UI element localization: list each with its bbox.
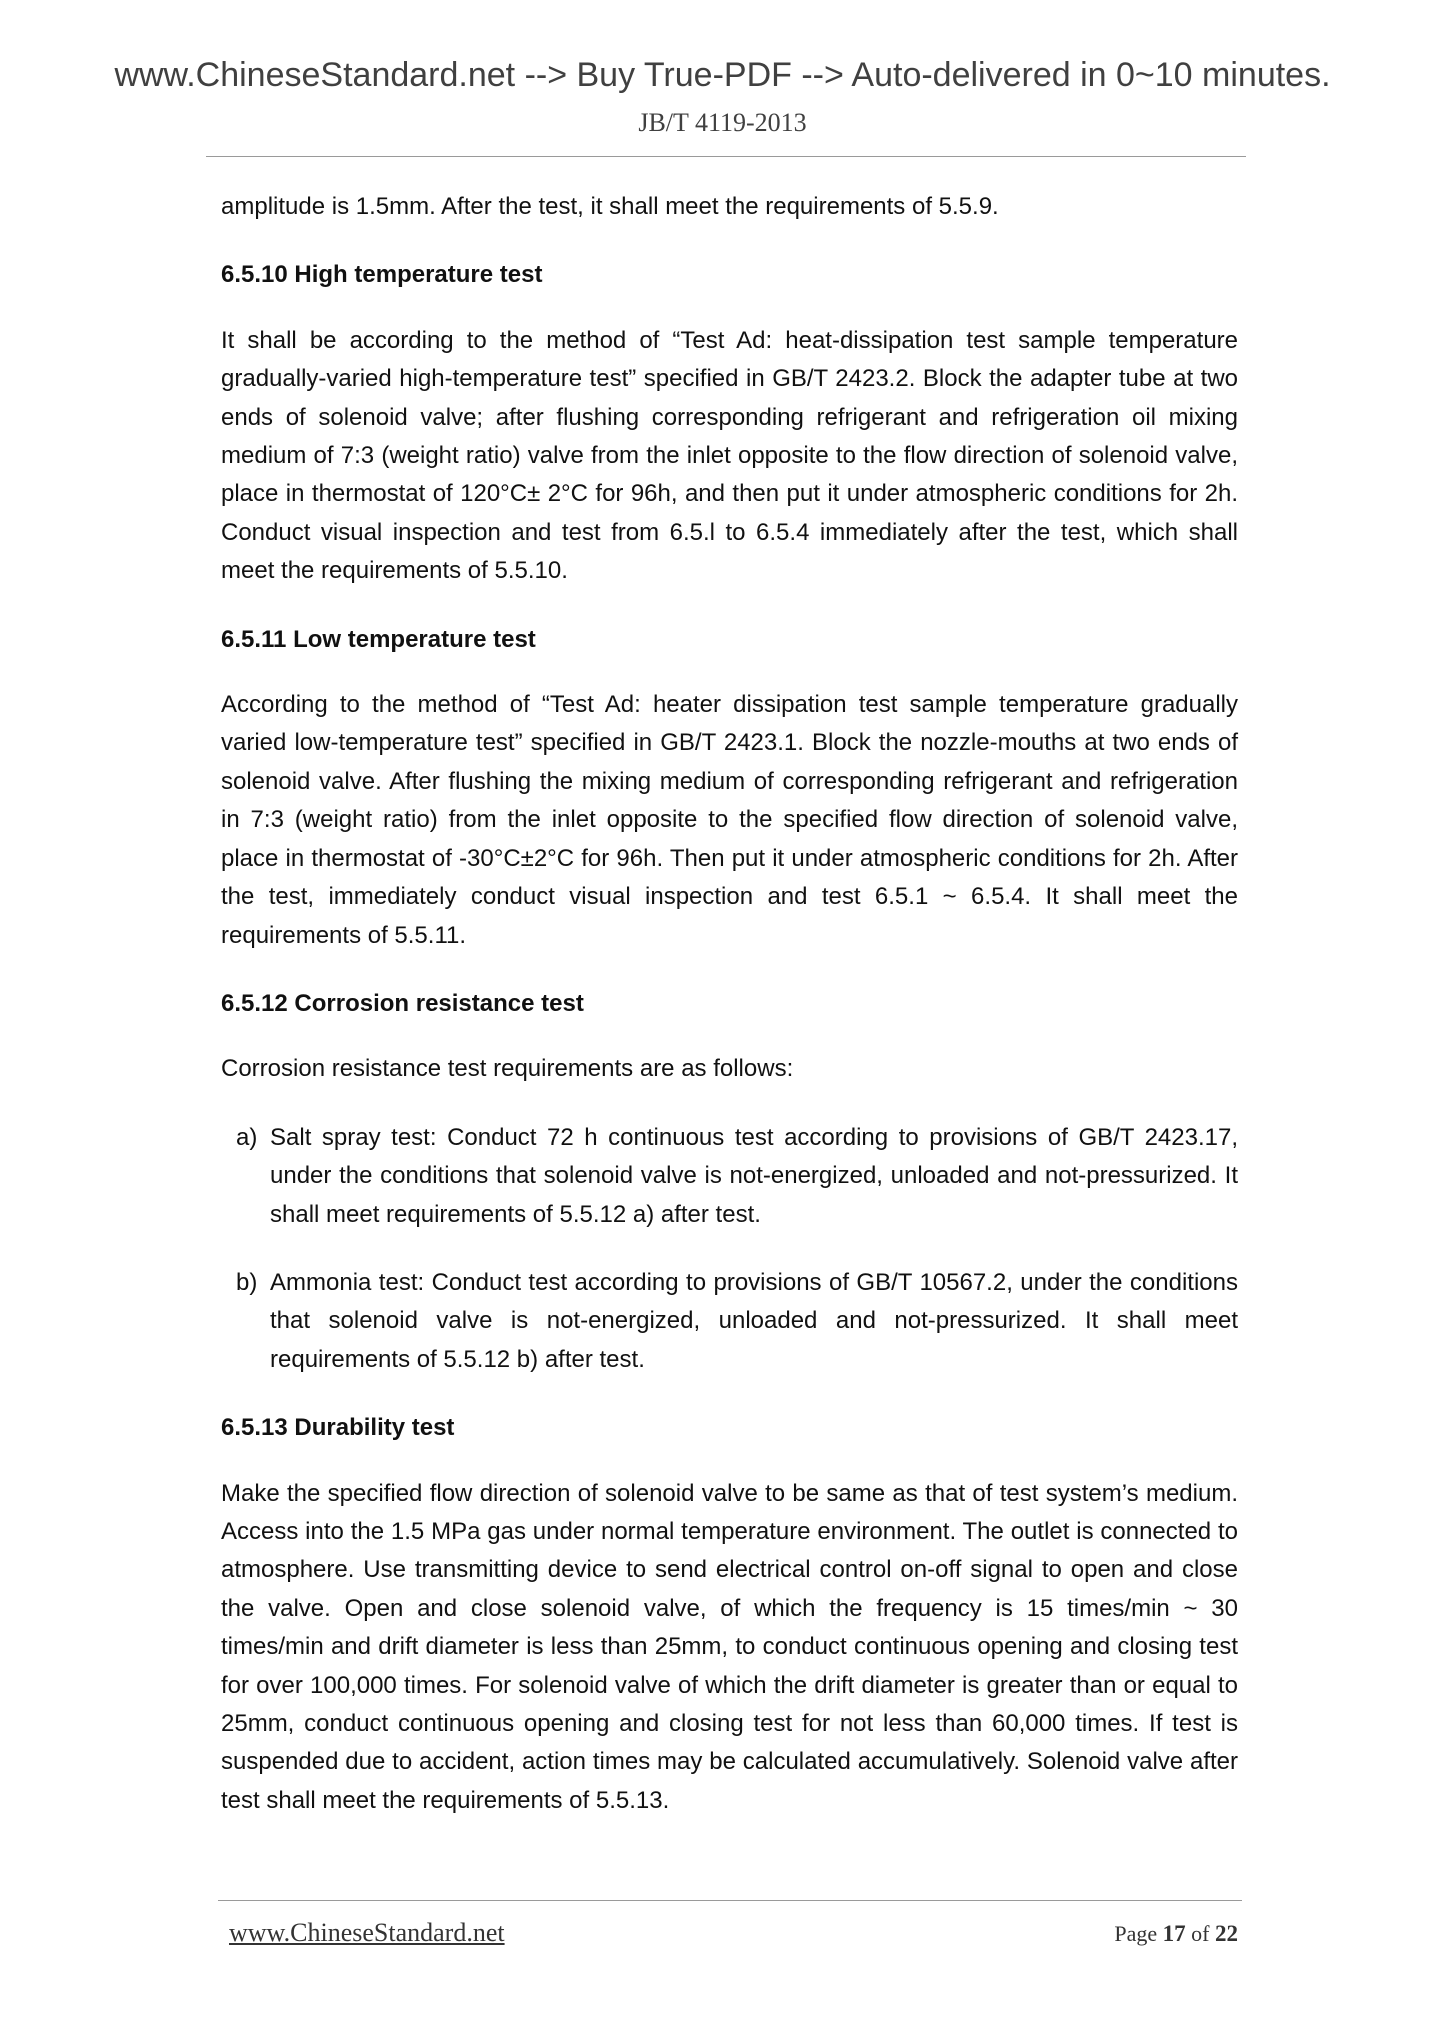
page-body: [221, 188, 1238, 1850]
page-word: Page: [1114, 1921, 1158, 1946]
section-heading-6-5-12: 6.5.12 Corrosion resistance test: [221, 989, 584, 1017]
list-item-ammonia: [236, 1264, 1238, 1379]
section-paragraph-6-5-10: It shall be according to the method of “Test Ad: heat-dissipation test sample temperature gradually-varied high-temperature test” specified in GB/T 2423.2. Block the adapter tube at two ends of solenoid valve; after flushing corresponding refrigerant and refrigeration oil mixing medium of 7:3 (weight ratio) valve from the inlet opposite to the flow direction of solenoid valve, place in thermostat of 120°C± 2°C for 96h, and then put it under atmospheric conditions for 2h. Conduct visual inspection and test from 6.5.l to 6.5.4 immediately after the test, which shall meet the requirements of 5.5.10.: [221, 326, 1238, 585]
site-banner: www.ChineseStandard.net --> Buy True-PDF --> Auto-delivered in 0~10 minutes.: [114, 56, 1331, 94]
current-page-number: 17: [1162, 1921, 1186, 1946]
page-indicator: [1114, 1921, 1238, 1947]
list-item-salt-spray: [236, 1119, 1238, 1234]
section-heading-6-5-13: 6.5.13 Durability test: [221, 1414, 455, 1442]
total-pages-number: 22: [1215, 1921, 1238, 1946]
list-item-text: Ammonia test: Conduct test according to provisions of GB/T 10567.2, under the conditions that solenoid valve is not-energized, unloaded and not-pressurized. It shall meet requirements of 5.5.12 b) after test.: [270, 1268, 1238, 1373]
continuation-paragraph: amplitude is 1.5mm. After the test, it shall meet the requirements of 5.5.9.: [221, 193, 999, 220]
footer-divider: [218, 1900, 1242, 1901]
section-heading-6-5-10: 6.5.10 High temperature test: [221, 261, 543, 289]
section-paragraph-6-5-11: According to the method of “Test Ad: heater dissipation test sample temperature gradually varied low-temperature test” specified in GB/T 2423.1. Block the nozzle-mouths at two ends of solenoid valve. After flushing the mixing medium of corresponding refrigerant and refrigeration in 7:3 (weight ratio) from the inlet opposite to the specified flow direction of solenoid valve, place in thermostat of -30°C±2°C for 96h. Then put it under atmospheric conditions for 2h. After the test, immediately conduct visual inspection and test 6.5.1 ~ 6.5.4. It shall meet the requirements of 5.5.11.: [221, 691, 1238, 949]
page-of-word: of: [1191, 1921, 1210, 1946]
section-intro-6-5-12: Corrosion resistance test requirements are as follows:: [221, 1055, 794, 1083]
footer-site-link[interactable]: www.ChineseStandard.net: [229, 1918, 505, 1947]
list-marker: a): [236, 1123, 258, 1151]
document-number: JB/T 4119-2013: [638, 108, 807, 137]
list-marker: b): [236, 1268, 258, 1296]
list-item-text: Salt spray test: Conduct 72 h continuous test according to provisions of GB/T 2423.17, under the conditions that solenoid valve is not-energized, unloaded and not-pressurized. It shall meet requirements of 5.5.12 a) after test.: [270, 1123, 1238, 1228]
section-heading-6-5-11: 6.5.11 Low temperature test: [221, 625, 536, 653]
section-paragraph-6-5-13: Make the specified flow direction of solenoid valve to be same as that of test system’s medium. Access into the 1.5 MPa gas under normal temperature environment. The outlet is connected to atmosphere. Use transmitting device to send electrical control on-off signal to open and close the valve. Open and close solenoid valve, of which the frequency is 15 times/min ~ 30 times/min and drift diameter is less than 25mm, to conduct continuous opening and closing test for over 100,000 times. For solenoid valve of which the drift diameter is greater than or equal to 25mm, conduct continuous opening and closing test for not less than 60,000 times. If test is suspended due to accident, action times may be calculated accumulatively. Solenoid valve after test shall meet the requirements of 5.5.13.: [221, 1479, 1238, 1814]
header-divider: [206, 156, 1246, 157]
